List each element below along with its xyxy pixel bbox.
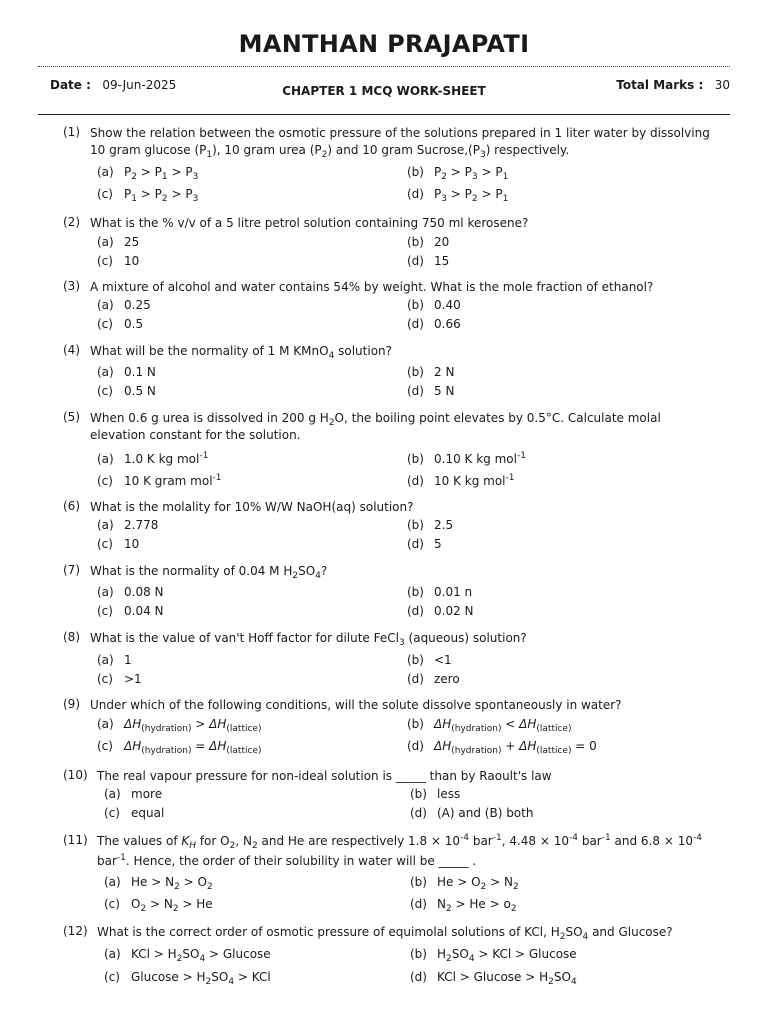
dotted-divider	[38, 66, 730, 67]
marks-label: Total Marks :	[616, 78, 704, 92]
option-c[interactable]: (c) $\Delta H_{(hydration)} = \Delta H_{(lattice)}$	[97, 739, 262, 756]
question-text: When 0.6 g urea is dissolved in 200 g $H_2O$, the boiling point elevates by 0.5°C. Calculate molal elevation constant for the solution.	[90, 411, 661, 442]
question-number: (9)	[63, 697, 80, 711]
option-a[interactable]: (a) 25	[97, 235, 140, 249]
option-a[interactable]: (a) more	[104, 787, 163, 801]
question-text: A mixture of alcohol and water contains 54% by weight. What is the mole fraction of ethanol?	[90, 280, 654, 294]
option-a[interactable]: (a) $He > N_2 > O_2$	[104, 875, 213, 892]
question-number: (4)	[63, 343, 80, 357]
option-c[interactable]: (c) 10	[97, 537, 140, 551]
date-label: Date :	[50, 78, 91, 92]
question-number: (11)	[63, 833, 88, 847]
question-text: What is the value of van't Hoff factor for dilute FeCl$_3$ (aqueous) solution?	[90, 631, 527, 648]
option-b[interactable]: (b) 0.40	[407, 298, 461, 312]
option-c[interactable]: (c) 0.5 N	[97, 384, 156, 398]
header-divider	[38, 114, 730, 115]
option-c[interactable]: (c) 0.5	[97, 317, 144, 331]
option-d[interactable]: (d) (A) and (B) both	[410, 806, 534, 820]
question-text: The values of $K_H$ for $O_2$, $N_2$ and He are respectively $1.8 \times 10^{-4}$ bar$^{-1}$, $4.48 \times 10^{-4}$ bar$^{-1}$ and $6.8 \times 10^{-4}$ bar$^{-1}$. Hence, the order of their solubility in water will be _____ .	[97, 833, 702, 868]
question-number: (12)	[63, 924, 88, 938]
option-c[interactable]: (c) >1	[97, 672, 142, 686]
question-number: (3)	[63, 279, 80, 293]
question-text: Show the relation between the osmotic pressure of the solutions prepared in 1 liter water by dissolving 10 gram glucose $(P_1)$, 10 gram urea $(P_2)$ and 10 gram $Sucrose,(P_3)$ respectively.	[90, 126, 710, 160]
option-b[interactable]: (b) $He > O_2 > N_2$	[410, 875, 519, 892]
option-d[interactable]: (d) KCl > $Glucose > H_2SO_4$	[410, 970, 577, 987]
option-d[interactable]: (d) 0.02 N	[407, 604, 474, 618]
option-d[interactable]: (d) 5	[407, 537, 442, 551]
option-b[interactable]: (b) 20	[407, 235, 450, 249]
option-a[interactable]: (a) 0.08 N	[97, 585, 164, 599]
date-value: 09-Jun-2025	[102, 78, 177, 92]
option-d[interactable]: (d) $N_2 > He > o_2$	[410, 897, 517, 914]
question-text: What is the % v/v of a 5 litre petrol solution containing 750 ml kerosene?	[90, 216, 529, 230]
option-b[interactable]: (b) $H_2SO_4$ > KCl > Glucose	[410, 947, 577, 964]
option-b[interactable]: (b) $P_2 > P_3 > P_1$	[407, 165, 509, 182]
option-c[interactable]: (c) $P_1 > P_2 > P_3$	[97, 187, 199, 204]
option-a[interactable]: (a) KCl > $H_2SO_4 > Glucose$	[104, 947, 271, 964]
option-d[interactable]: (d) 15	[407, 254, 450, 268]
option-a[interactable]: (a) 0.1 N	[97, 365, 156, 379]
option-d[interactable]: (d) $P_3 > P_2 > P_1$	[407, 187, 509, 204]
page-title: MANTHAN PRAJAPATI	[238, 30, 530, 58]
question-text: What is the correct order of osmotic pressure of equimolal solutions of KCl, $H_2SO_4$ and Glucose?	[97, 925, 673, 942]
question-number: (5)	[63, 410, 80, 424]
option-c[interactable]: (c) 0.04 N	[97, 604, 164, 618]
question-number: (8)	[63, 630, 80, 644]
question-text: The real vapour pressure for non-ideal solution is _____ than by Raoult's law	[97, 769, 552, 783]
option-b[interactable]: (b) 0.10 K kg mol$^{-1}$	[407, 451, 526, 466]
option-a[interactable]: (a) 1.0 K kg mol$^{-1}$	[97, 451, 209, 466]
option-a[interactable]: (a) 2.778	[97, 518, 159, 532]
option-d[interactable]: (d) 0.66	[407, 317, 461, 331]
question-number: (10)	[63, 768, 88, 782]
question-number: (6)	[63, 499, 80, 513]
question-number: (7)	[63, 563, 80, 577]
question-text: What will be the normality of 1 M KMnO$_4$ solution?	[90, 344, 393, 361]
option-b[interactable]: (b) <1	[407, 653, 452, 667]
option-c[interactable]: (c) $Glucose > H_2SO_4$ > KCl	[104, 970, 271, 987]
total-marks	[616, 78, 730, 92]
option-a[interactable]: (a) $P_2 > P_1 > P_3$	[97, 165, 199, 182]
option-b[interactable]: (b) 2 N	[407, 365, 455, 379]
option-b[interactable]: (b) 2.5	[407, 518, 454, 532]
chapter-title: CHAPTER 1 MCQ WORK-SHEET	[282, 84, 486, 98]
option-b[interactable]: (b) $\Delta H_{(hydration)} < \Delta H_{(lattice)}$	[407, 717, 572, 734]
option-d[interactable]: (d) zero	[407, 672, 460, 686]
question-text: Under which of the following conditions, will the solute dissolve spontaneously in water?	[90, 698, 622, 712]
option-c[interactable]: (c) $O_2 > N_2 > He$	[104, 897, 213, 914]
option-b[interactable]: (b) less	[410, 787, 461, 801]
option-b[interactable]: (b) 0.01 n	[407, 585, 473, 599]
option-c[interactable]: (c) 10	[97, 254, 140, 268]
question-text: What is the normality of 0.04 M $H_2SO_4$?	[90, 564, 328, 581]
option-d[interactable]: (d) 5 N	[407, 384, 455, 398]
option-a[interactable]: (a) 0.25	[97, 298, 151, 312]
question-number: (2)	[63, 215, 80, 229]
option-d[interactable]: (d) 10 K kg mol$^{-1}$	[407, 473, 515, 488]
option-a[interactable]: (a) 1	[97, 653, 132, 667]
question-text: What is the molality for 10% W/W NaOH(aq) solution?	[90, 500, 414, 514]
option-c[interactable]: (c) equal	[104, 806, 165, 820]
question-number: (1)	[63, 125, 80, 139]
marks-value: 30	[714, 78, 730, 92]
option-c[interactable]: (c) 10 K gram mol$^{-1}$	[97, 473, 222, 488]
option-d[interactable]: (d) $\Delta H_{(hydration)} + \Delta H_{(lattice)} = 0$	[407, 739, 597, 756]
option-a[interactable]: (a) $\Delta H_{(hydration)} > \Delta H_{(lattice)}$	[97, 717, 262, 734]
